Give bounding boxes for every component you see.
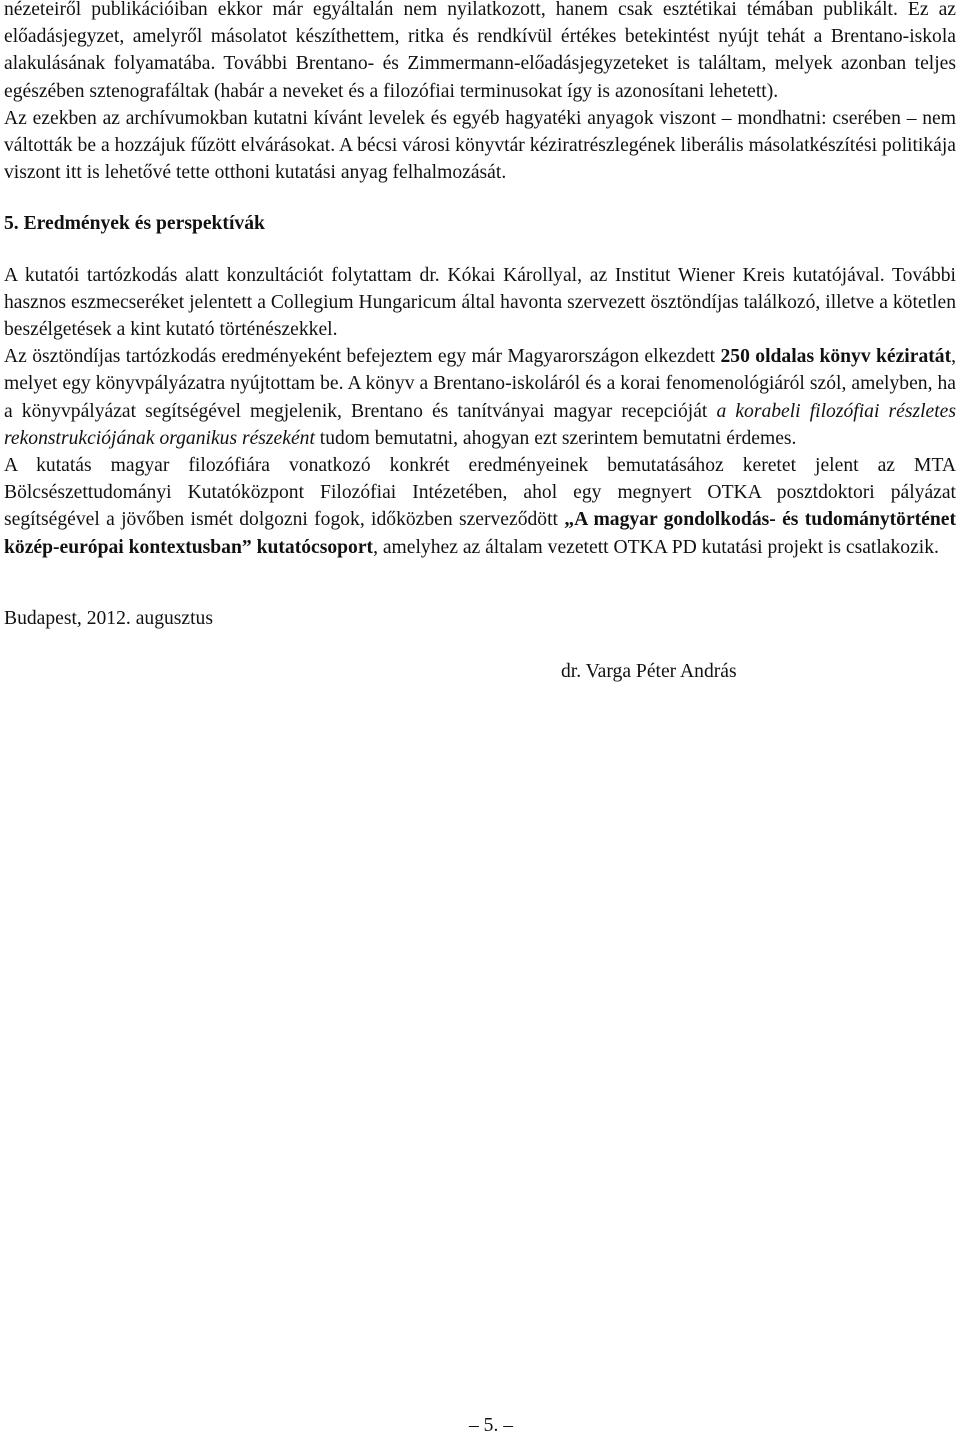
paragraph-text: A kutatói tartózkodás alatt konzultációt folytattam dr. Kókai Károllyal, az Institut Wiener Kreis kutatójával. További hasznos eszmecseréket jelentett a Collegium Hungaricum által havonta szervezett ösztöndíjas találkozó, illetve a kötetlen beszélgetések a kint kutató történészekkel. xyxy=(4,264,956,341)
paragraph-consultation xyxy=(4,262,956,344)
bold-text: 250 oldalas könyv kéziratát xyxy=(720,346,952,368)
paragraph-research-group xyxy=(4,452,956,561)
page-number: – 5. – xyxy=(468,1415,514,1436)
paragraph-text: Az ösztöndíjas tartózkodás eredményeként befejeztem egy már Magyarországon elkezdett xyxy=(4,346,721,368)
signature-name: dr. Varga Péter András xyxy=(561,661,737,683)
paragraph-archives xyxy=(4,105,956,187)
bold-text: „A magyar gondolkodás- és tudománytörténet közép-európai kontextusban” kutatócsoport xyxy=(4,509,956,558)
paragraph-text: A kutatás magyar filozófiára vonatkozó konkrét eredményeinek bemutatásához keretet jelent az MTA Bölcsészettudományi Kutatóközpont Filozófiai Intézetében, ahol egy megnyert OTKA posztdoktori pályázat segítségével a jövőben ismét dolgozni fogok, időközben szerveződött xyxy=(4,455,956,531)
document-page xyxy=(4,0,956,1436)
paragraph-text: , melyet egy könyvpályázatra nyújtottam be. A könyv a Brentano-iskoláról és a korai fenomenológiáról szól, amelyben, ha a könyvpályázat segítségével megjelenik, Brentano és tanítványai magyar recepcióját xyxy=(4,346,956,422)
paragraph-text: Az ezekben az archívumokban kutatni kívánt levelek és egyéb hagyatéki anyagok viszont – mondhatni: cserében – nem váltották be a hozzájuk fűzött elvárásokat. A bécsi városi könyvtár kéziratrészlegének liberális másolatkészítési politikája viszont itt is lehetővé tette otthoni kutatási anyag felhalmozását. xyxy=(4,107,956,184)
paragraph-book-manuscript xyxy=(4,343,956,452)
section-heading: 5. Eredmények és perspektívák xyxy=(4,213,265,235)
paragraph-text: nézeteiről publikációiban ekkor már egyáltalán nem nyilatkozott, hanem csak esztétikai témában publikált. Ez az előadásjegyzet, amelyről másolatot készíthettem, ritka és rendkívül értékes betekintést nyújt tehát a Brentano-iskola alakulásának folyamatába. További Brentano- és Zimmermann-előadásjegyzeteket is találtam, melyek azonban teljes egészében sztenografáltak (habár a neveket és a filozófiai terminusokat így is azonosítani lehetett). xyxy=(4,0,956,102)
place-date: Budapest, 2012. augusztus xyxy=(4,607,213,629)
paragraph-text: tudom bemutatni, ahogyan ezt szerintem bemutatni érdemes. xyxy=(314,427,797,449)
paragraph-text: , amelyhez az általam vezetett OTKA PD kutatási projekt is csatlakozik. xyxy=(373,536,939,558)
italic-text: a korabeli filozófiai részletes rekonstrukciójának organikus részeként xyxy=(4,400,956,449)
paragraph-lecture-notes xyxy=(4,0,956,105)
